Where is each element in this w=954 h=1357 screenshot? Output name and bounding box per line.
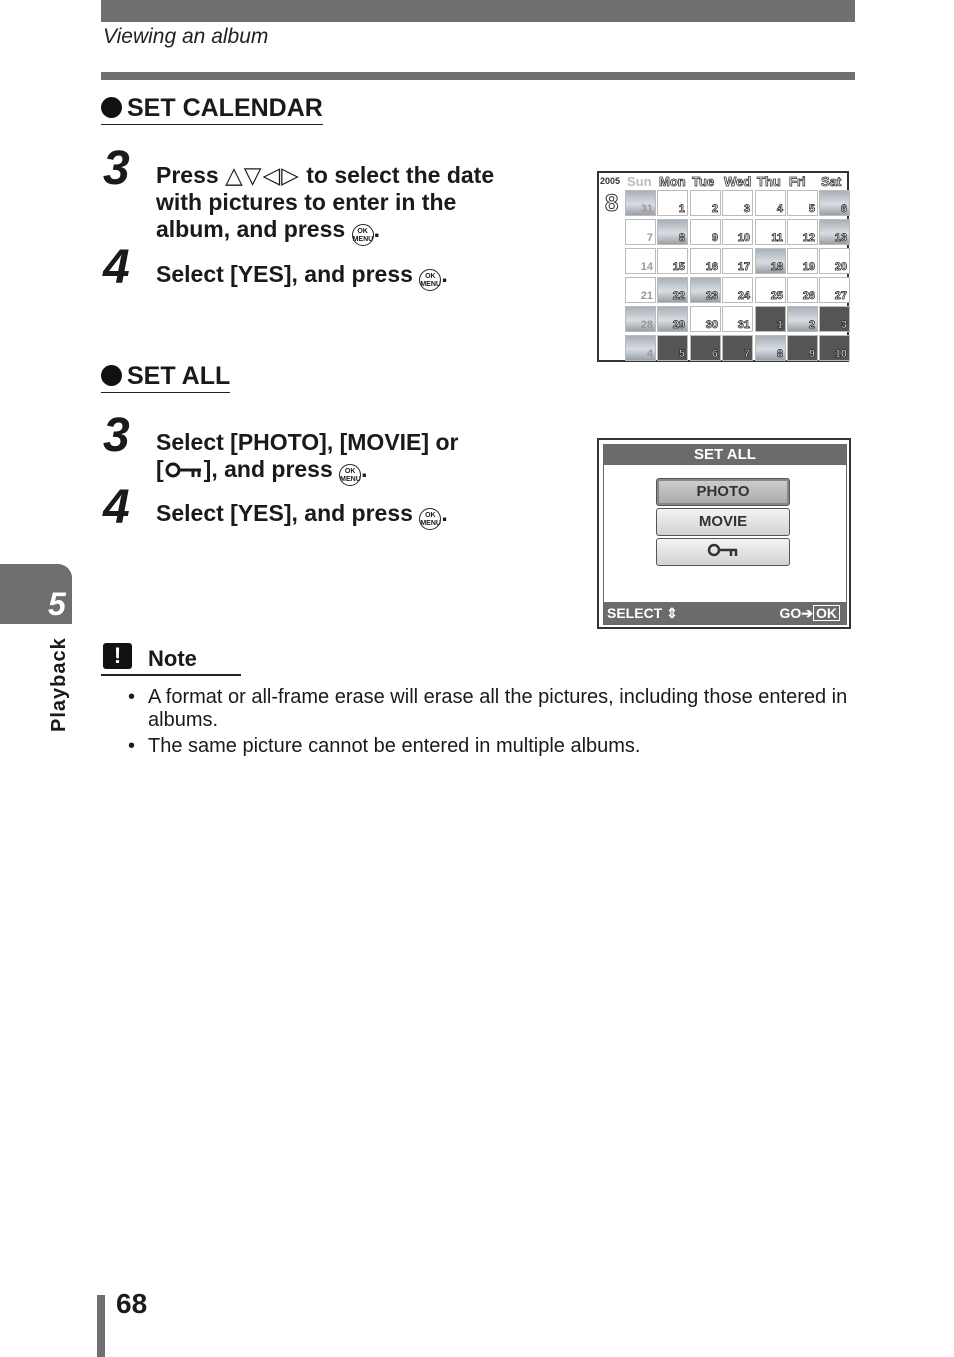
calendar-day-cell[interactable] <box>625 277 656 303</box>
chapter-tab: 5 <box>0 564 72 624</box>
select-arrows-icon: ⇕ <box>666 605 678 621</box>
calendar-day-number: 28 <box>640 319 653 331</box>
calendar-day-number: 31 <box>640 203 653 215</box>
set-all-panel <box>603 444 847 625</box>
calendar-day-cell[interactable] <box>690 248 721 274</box>
calendar-day-cell[interactable] <box>625 335 656 361</box>
calendar-day-number: 14 <box>640 261 653 273</box>
note-bullet-1: • A format or all-frame erase will erase all the pictures, including those entered in albums. <box>128 686 848 731</box>
step-number: 3 <box>103 409 130 462</box>
calendar-day-number: 1 <box>678 203 685 215</box>
calendar-day-number: 2 <box>808 319 815 331</box>
calendar-day-cell[interactable] <box>657 219 688 245</box>
calendar-day-number: 9 <box>711 232 718 244</box>
step-4-instruction: Select [YES], and press OK MENU. <box>156 261 448 291</box>
calendar-weekday: Wed <box>724 174 752 189</box>
calendar-day-number: 5 <box>678 348 685 360</box>
calendar-day-number: 20 <box>834 261 847 273</box>
step-number: 4 <box>103 481 130 534</box>
header-rule <box>101 72 855 80</box>
calendar-day-number: 12 <box>802 232 815 244</box>
calendar-day-cell[interactable] <box>722 306 753 332</box>
calendar-day-number: 16 <box>705 261 718 273</box>
ok-menu-button-icon: OK MENU <box>339 464 361 486</box>
set-all-step-3-instruction: Select [PHOTO], [MOVIE] or [ ], and press OK MENU. <box>156 429 576 486</box>
calendar-day-number: 27 <box>834 290 847 302</box>
calendar-day-cell[interactable] <box>787 219 818 245</box>
page-header: Viewing an album <box>103 25 269 48</box>
calendar-day-cell[interactable] <box>755 306 786 332</box>
calendar-day-cell[interactable] <box>657 306 688 332</box>
calendar-day-number: 10 <box>737 232 750 244</box>
calendar-day-cell[interactable] <box>819 219 850 245</box>
calendar-weekday: Sat <box>821 174 842 189</box>
note-title: Note <box>148 646 197 671</box>
note-bullet-2: • The same picture cannot be entered in multiple albums. <box>128 735 641 757</box>
calendar-day-number: 7 <box>646 232 653 244</box>
calendar-day-cell[interactable] <box>787 306 818 332</box>
set-all-footer <box>604 602 846 624</box>
calendar-day-cell[interactable] <box>722 219 753 245</box>
calendar-day-number: 3 <box>840 319 847 331</box>
calendar-day-cell[interactable] <box>690 190 721 216</box>
calendar-weekday: Thu <box>757 174 781 189</box>
movie-option[interactable]: MOVIE <box>656 508 790 536</box>
calendar-day-cell[interactable] <box>690 219 721 245</box>
calendar-month: 8 <box>605 190 619 217</box>
calendar-day-number: 22 <box>672 290 685 302</box>
calendar-day-cell[interactable] <box>657 335 688 361</box>
photo-option[interactable]: PHOTO <box>656 478 790 506</box>
calendar-weekday: Mon <box>659 174 686 189</box>
calendar-day-number: 7 <box>743 348 750 360</box>
calendar-day-cell[interactable] <box>787 248 818 274</box>
calendar-day-number: 21 <box>640 290 653 302</box>
calendar-day-number: 17 <box>737 261 750 273</box>
footer-select: SELECT ⇕ <box>607 605 678 621</box>
calendar-day-cell[interactable] <box>819 248 850 274</box>
ok-menu-button-icon: OK MENU <box>419 508 441 530</box>
step-number: 3 <box>103 142 130 195</box>
calendar-day-cell[interactable] <box>755 277 786 303</box>
calendar-weekday: Sun <box>627 174 652 189</box>
ok-menu-button-icon: OK MENU <box>419 269 441 291</box>
calendar-day-cell[interactable] <box>787 277 818 303</box>
calendar-day-number: 24 <box>737 290 750 302</box>
calendar-day-number: 26 <box>802 290 815 302</box>
key-icon <box>706 541 740 559</box>
protect-option[interactable] <box>656 538 790 566</box>
calendar-day-cell[interactable] <box>755 219 786 245</box>
calendar-day-number: 3 <box>743 203 750 215</box>
calendar-day-cell[interactable] <box>625 248 656 274</box>
bullet-dot-icon <box>101 365 122 386</box>
calendar-day-cell[interactable] <box>819 306 850 332</box>
calendar-day-number: 8 <box>776 348 783 360</box>
calendar-day-cell[interactable] <box>722 248 753 274</box>
calendar-day-cell[interactable] <box>755 190 786 216</box>
calendar-day-cell[interactable] <box>657 248 688 274</box>
note-warning-icon: ! <box>103 643 132 669</box>
calendar-day-number: 29 <box>672 319 685 331</box>
chapter-label: Playback <box>48 637 70 732</box>
calendar-day-cell[interactable] <box>819 277 850 303</box>
calendar-day-cell[interactable] <box>625 306 656 332</box>
calendar-day-cell[interactable] <box>657 277 688 303</box>
calendar-day-number: 8 <box>678 232 685 244</box>
calendar-day-cell[interactable] <box>657 190 688 216</box>
set-all-step-4-instruction: Select [YES], and press OK MENU. <box>156 500 448 530</box>
set-all-screen-title: SET ALL <box>604 445 846 465</box>
calendar-day-number: 4 <box>646 348 653 360</box>
calendar-day-cell[interactable] <box>819 335 850 361</box>
calendar-day-cell[interactable] <box>690 306 721 332</box>
calendar-day-number: 31 <box>737 319 750 331</box>
ok-button-icon: OK <box>813 605 840 621</box>
calendar-day-cell[interactable] <box>755 248 786 274</box>
set-all-screen <box>597 438 851 629</box>
calendar-day-cell[interactable] <box>787 335 818 361</box>
calendar-day-number: 4 <box>776 203 783 215</box>
calendar-day-cell[interactable] <box>722 335 753 361</box>
calendar-day-cell[interactable] <box>690 335 721 361</box>
calendar-day-cell[interactable] <box>755 335 786 361</box>
calendar-weekday: Tue <box>692 174 715 189</box>
calendar-day-cell[interactable] <box>722 190 753 216</box>
calendar-day-cell[interactable] <box>787 190 818 216</box>
calendar-day-number: 10 <box>834 348 847 360</box>
page-number: 68 <box>116 1288 148 1319</box>
calendar-day-number: 6 <box>840 203 847 215</box>
header-bar <box>101 0 855 22</box>
set-all-heading: SET ALL <box>101 362 230 393</box>
calendar-day-number: 1 <box>776 319 783 331</box>
bullet-dot-icon <box>101 97 122 118</box>
calendar-day-number: 23 <box>705 290 718 302</box>
arrow-keys-icon: △▽◁▷ <box>225 162 300 188</box>
calendar-day-cell[interactable] <box>690 277 721 303</box>
calendar-day-number: 13 <box>834 232 847 244</box>
calendar-day-number: 15 <box>672 261 685 273</box>
calendar-day-number: 6 <box>711 348 718 360</box>
calendar-day-cell[interactable] <box>625 190 656 216</box>
calendar-day-number: 30 <box>705 319 718 331</box>
calendar-weekday: Fri <box>789 174 806 189</box>
calendar-year: 2005 <box>600 176 621 186</box>
calendar-day-number: 11 <box>771 232 783 244</box>
page-number-bar <box>97 1295 105 1357</box>
calendar-day-number: 9 <box>808 348 815 360</box>
calendar-day-cell[interactable] <box>819 190 850 216</box>
calendar-screen <box>597 171 849 362</box>
calendar-day-cell[interactable] <box>625 219 656 245</box>
set-calendar-heading: SET CALENDAR <box>101 94 323 125</box>
calendar-day-number: 19 <box>802 261 815 273</box>
calendar-day-number: 25 <box>770 290 783 302</box>
calendar-day-cell[interactable] <box>722 277 753 303</box>
step-number: 4 <box>103 241 130 294</box>
ok-menu-button-icon: OK MENU <box>352 224 374 246</box>
key-icon <box>164 459 204 486</box>
note-rule <box>101 674 241 676</box>
calendar-day-number: 2 <box>711 203 718 215</box>
calendar-day-number: 18 <box>770 261 783 273</box>
footer-go: GO➔ OK <box>779 602 840 624</box>
calendar-day-number: 5 <box>808 203 815 215</box>
step-3-instruction: Press △▽◁▷ to select the date with pictures to enter in the album, and press OK MENU. <box>156 162 576 246</box>
